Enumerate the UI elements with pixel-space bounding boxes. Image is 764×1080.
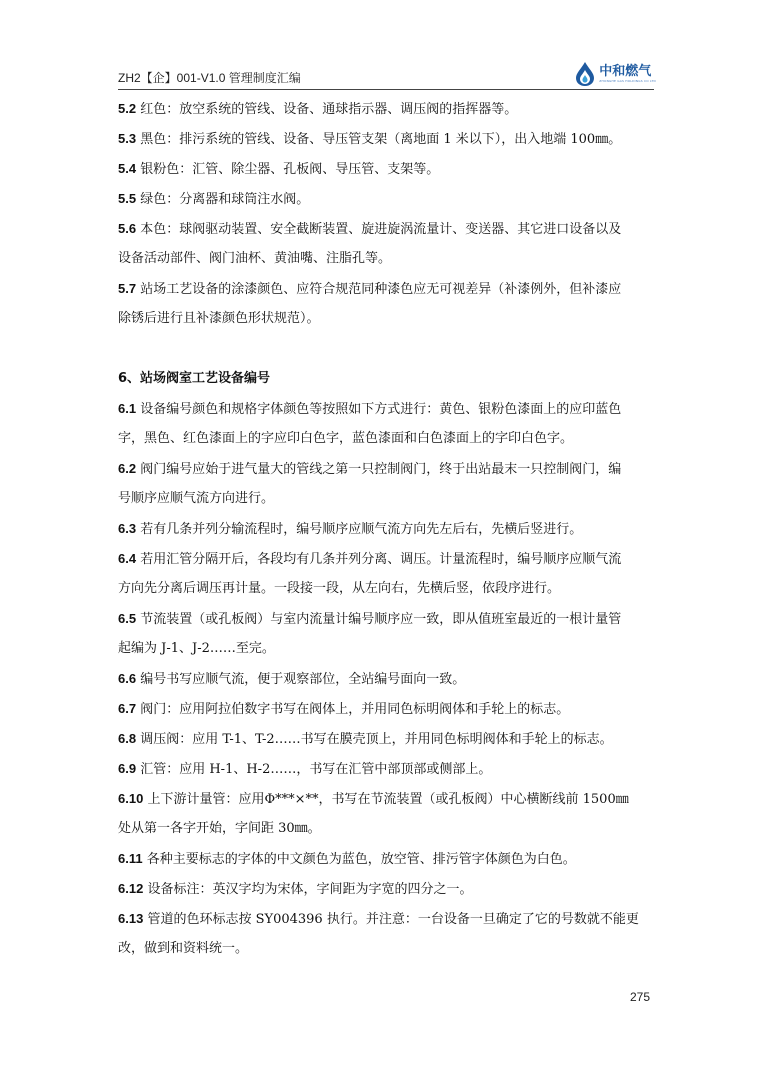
- text-line: [118, 784, 660, 814]
- section-heading: 6、站场阀室工艺设备编号: [118, 371, 271, 386]
- text-line: [118, 94, 660, 124]
- text-line: [118, 214, 660, 244]
- clause-text: 本色：球阀驱动装置、安全截断装置、旋进旋涡流量计、变送器、其它进口设备以及: [136, 222, 622, 237]
- clause-text: 字，黑色、红色漆面上的字应印白色字，蓝色漆面和白色漆面上的字印白色字。: [118, 431, 574, 446]
- clause-number: 6.5: [118, 611, 137, 626]
- clause-number: 6.12: [118, 881, 144, 896]
- text-line: [118, 904, 660, 934]
- text-line: [118, 454, 660, 484]
- logo-text: 中和燃气: [599, 64, 652, 79]
- clause-text: 除锈后进行且补漆颜色形状规范）。: [118, 311, 320, 326]
- flame-drop-icon: [573, 61, 597, 87]
- text-line: [118, 814, 660, 844]
- clause-text: 号顺序应顺气流方向进行。: [118, 491, 275, 506]
- text-line: [118, 244, 660, 274]
- clause-text: 处从第一各字开始，字间距 30㎜。: [118, 821, 321, 836]
- clause-number: 5.4: [118, 161, 137, 176]
- clause-number: 6.9: [118, 761, 137, 776]
- text-line: [118, 724, 660, 754]
- clause-number: 6.2: [118, 461, 137, 476]
- clause-text: 调压阀：应用 T-1、T-2……书写在膜壳顶上，并用同色标明阀体和手轮上的标志。: [136, 732, 613, 747]
- clause-text: 若用汇管分隔开后，各段均有几条并列分离、调压。计量流程时，编号顺序应顺气流: [136, 552, 622, 567]
- text-line: [118, 544, 660, 574]
- text-line: [118, 874, 660, 904]
- clause-text: 银粉色：汇管、除尘器、孔板阀、导压管、支架等。: [136, 162, 440, 177]
- clause-text: 各种主要标志的字体的中文颜色为蓝色，放空管、排污管字体颜色为白色。: [142, 852, 576, 867]
- clause-number: 5.7: [118, 281, 137, 296]
- page-header: [118, 58, 654, 90]
- clause-number: 6.11: [118, 851, 143, 866]
- text-line: [118, 694, 660, 724]
- clause-text: 管道的色环标志按 SY004396 执行。并注意：一台设备一旦确定了它的号数就不能更: [143, 912, 639, 927]
- clause-number: 5.6: [118, 221, 137, 236]
- text-line: [118, 844, 660, 874]
- clause-number: 5.5: [118, 191, 137, 206]
- logo-subtitle: ZHONGHE GAS HOLDINGS CO LTD: [599, 79, 656, 83]
- clause-number: 6.13: [118, 911, 144, 926]
- clause-number: 6.4: [118, 551, 137, 566]
- clause-text: 设备编号颜色和规格字体颜色等按照如下方式进行：黄色、银粉色漆面上的应印蓝色: [136, 402, 622, 417]
- clause-text: 站场工艺设备的涂漆颜色、应符合规范同种漆色应无可视差异（补漆例外，但补漆应: [136, 282, 622, 297]
- clause-number: 5.3: [118, 131, 137, 146]
- clause-text: 设备活动部件、阀门油杯、黄油嘴、注脂孔等。: [118, 251, 392, 266]
- clause-text: 阀门编号应始于进气量大的管线之第一只控制阀门，终于出站最末一只控制阀门，编: [136, 462, 622, 477]
- clause-number: 6.1: [118, 401, 137, 416]
- paragraph-gap: [118, 334, 660, 364]
- company-logo: [573, 61, 656, 87]
- clause-text: 改，做到和资料统一。: [118, 941, 249, 956]
- text-line: [118, 124, 660, 154]
- clause-number: 6.7: [118, 701, 137, 716]
- text-line: [118, 154, 660, 184]
- clause-number: 6.10: [118, 791, 144, 806]
- text-line: [118, 304, 660, 334]
- clause-text: 汇管：应用 H-1、H-2……，书写在汇管中部顶部或侧部上。: [136, 762, 492, 777]
- clause-text: 绿色：分离器和球筒注水阀。: [136, 192, 310, 207]
- document-body: [118, 94, 660, 964]
- page-number: 275: [629, 990, 650, 1004]
- clause-number: 6.8: [118, 731, 137, 746]
- text-line: [118, 604, 660, 634]
- clause-number: 6.6: [118, 671, 137, 686]
- text-line: [118, 184, 660, 214]
- clause-text: 设备标注：英汉字均为宋体，字间距为字宽的四分之一。: [143, 882, 473, 897]
- clause-text: 黑色：排污系统的管线、设备、导压管支架（离地面 1 米以下），出入地端 100㎜。: [136, 132, 622, 147]
- clause-text: 若有几条并列分输流程时，编号顺序应顺气流方向先左后右，先横后竖进行。: [136, 522, 583, 537]
- text-line: [118, 274, 660, 304]
- text-line: [118, 514, 660, 544]
- text-line: [118, 664, 660, 694]
- text-line: [118, 574, 660, 604]
- text-line: [118, 394, 660, 424]
- clause-text: 上下游计量管：应用Φ***×**，书写在节流装置（或孔板阀）中心横断线前 1500㎜: [143, 792, 629, 807]
- clause-number: 6.3: [118, 521, 137, 536]
- header-title: ZH2【企】001-V1.0 管理制度汇编: [118, 71, 301, 85]
- clause-text: 阀门：应用阿拉伯数字书写在阀体上，并用同色标明阀体和手轮上的标志。: [136, 702, 570, 717]
- text-line: [118, 754, 660, 784]
- text-line: [118, 634, 660, 664]
- text-line: [118, 934, 660, 964]
- clause-text: 节流装置（或孔板阀）与室内流量计编号顺序应一致，即从值班室最近的一根计量管: [136, 612, 622, 627]
- text-line: [118, 424, 660, 454]
- header-divider: [118, 89, 654, 90]
- clause-text: 方向先分离后调压再计量。一段接一段，从左向右，先横后竖，依段序进行。: [118, 581, 561, 596]
- text-line: [118, 484, 660, 514]
- clause-text: 起编为 J-1、J-2……至完。: [118, 641, 275, 656]
- clause-text: 红色：放空系统的管线、设备、通球指示器、调压阀的指挥器等。: [136, 102, 518, 117]
- clause-number: 5.2: [118, 101, 137, 116]
- clause-text: 编号书写应顺气流，便于观察部位，全站编号面向一致。: [136, 672, 466, 687]
